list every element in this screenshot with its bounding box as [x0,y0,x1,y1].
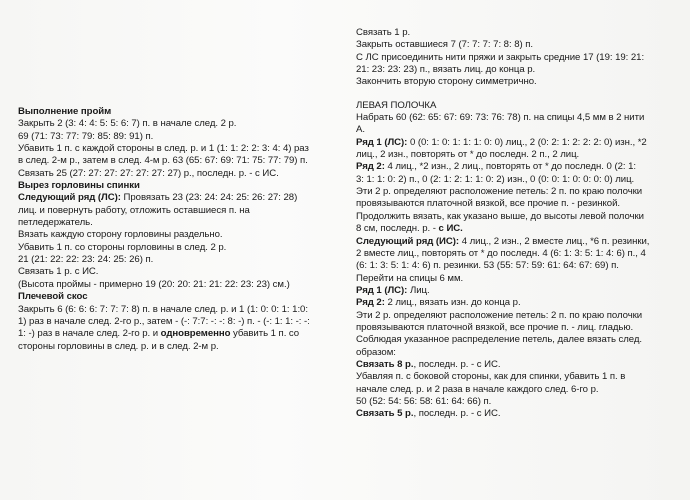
row-text: 4 лиц., 2 изн., 2 вместе лиц., *6 п. резинки, [459,235,650,247]
shoulder-heading: Плечевой скос [18,291,88,303]
text-line: 21 (21: 22: 22: 23: 24: 25: 26) п. [18,254,154,266]
text-line: Продолжить вязать, как указано выше, до высоты левой полочки [356,210,644,222]
knit5-line [356,408,678,420]
armhole-heading: Выполнение пройм [18,106,112,117]
text-line: 50 (52: 54: 56: 58: 61: 64: 66) п. [356,395,492,407]
text-line: (6: 1: 3: 5: 1: 4: 6) п. резинки. 53 (55: 57: 59: 61: 64: 67: 69) п. [356,260,619,272]
text-line: Убавить 1 п. с каждой стороны в след. р. и 1 (1: 1: 2: 2: 3: 4: 4) раз [18,143,309,155]
text-line: Закрыть 6 (6: 6: 6: 7: 7: 7: 8) п. в начале след. р. и 1 (1: 0: 0: 1: 1:0: [18,303,308,315]
row1b-line [356,285,678,297]
text-line: Эти 2 р. определяют расположение петель: 2 п. по краю полочки [356,309,643,321]
row-label: Ряд 1 (ЛС): [356,284,408,296]
row-text: 4 лиц., *2 изн., 2 лиц., повторять от * до последн. 0 (2: 1: [384,161,637,173]
text-line: Связать 25 (27: 27: 27: 27: 27: 27: 27) р., последн. р. - с ИС. [18,167,279,179]
ws-label: с ИС. [435,223,463,235]
text-line: петледержатель. [18,217,93,229]
row-label: Ряд 2: [356,161,385,173]
text-line: Перейти на спицы 6 мм. [356,272,464,284]
text-line: С ЛС присоединить нити пряжи и закрыть средние 17 (19: 19: 21: [356,51,645,63]
text-line: А. [356,124,365,136]
text-line: образом: [356,346,396,358]
row-text: 2 лиц., вязать изн. до конца р. [384,297,521,309]
text-line: Закрыть оставшиеся 7 (7: 7: 7: 7: 8: 8) п. [356,39,534,51]
row-label: Ряд 2: [356,297,385,309]
row-label: Ряд 1 (ЛС): [356,136,408,148]
knit-label: Связать 5 р. [356,408,414,420]
text-line: 2 вместе лиц., повторять от * до последн. 4 (6: 1: 3: 5: 1: 4: 6) п., 4 [356,247,646,259]
next-row-line [18,192,336,204]
text-line: Набрать 60 (62: 65: 67: 69: 73: 76: 78) п. на спицы 4,5 мм в 2 нити [356,112,645,124]
text-line: 69 (71: 73: 77: 79: 85: 89: 91) п. [18,130,154,142]
row-text: Лиц. [407,284,430,296]
left-column [18,106,336,353]
row2-line [356,161,678,173]
row-text: 0 (0: 1: 0: 1: 1: 1: 0: 0) лиц., 2 (0: 2: 1: 2: 2: 2: 0) изн., *2 [407,136,647,148]
text-line: Эти 2 р. определяют расположение петель: 2 п. по краю полочки [356,186,643,198]
row-text: Провязать 23 (23: 24: 24: 25: 26: 27: 28) [120,192,298,204]
text-line: Вязать каждую сторону горловины раздельно. [18,229,223,241]
knit-label: Связать 8 р. [356,358,414,370]
knit-text: , последн. р. - с ИС. [413,358,501,370]
text-line: Связать 1 р. с ИС. [18,266,99,278]
rib-ws-line [356,223,678,235]
text-line: в след. 2-м р., затем в след. 4-м р. 63 (65: 67: 69: 71: 75: 77: 79) п. [18,155,308,167]
text-line: Закрыть 2 (3: 4: 4: 5: 5: 6: 7) п. в начале след. 2 р. [18,118,237,130]
right-top-block [356,27,678,421]
simultaneously-label: одновременно [158,328,231,340]
text-line: Закончить вторую сторону симметрично. [356,76,537,88]
text-line: 3: 1: 1: 0: 2) п., 0 (2: 1: 2: 1: 1: 0: 2) изн., 0 (0: 0: 1: 0: 0: 0: 0) лиц. [356,173,635,185]
neck-heading: Вырез горловины спинки [18,180,140,192]
text-line: провязываются платочной вязкой, все прочие п. - лиц. гладью. [356,321,634,333]
text-line: провязываются платочной вязкой, все прочие п. - резинкой. [356,198,621,210]
row1-line [356,137,678,149]
text-line: лиц. и повернуть работу, отложить оставшиеся п. на [18,204,250,216]
text-line: Убавить 1 п. со стороны горловины в след. 2 р. [18,241,227,253]
text-line: Связать 1 р. [356,27,411,38]
text-line: стороны горловины в след. р. и в след. 2-м р. [18,340,219,352]
text-part: убавить 1 п. со [230,328,300,340]
text-line: лиц., 2 изн., повторять от * до последн. 2 п., 2 лиц. [356,149,580,161]
text-line: 21: 23: 23: 23) п., вязать лиц. до конца р. [356,64,536,76]
text-part: 8 см, последн. р. - [356,223,436,235]
row2b-line [356,297,678,309]
text-line: 1) раз в начале след. 2-го р., затем - (-: 7:7: -: -: 8: -) п. - (-: 1: 1: -: -: [18,315,310,327]
text-line: Соблюдая указанное распределение петель, далее вязать след. [356,334,643,346]
row-label: Следующий ряд (ИС): [356,235,460,247]
text-line: Убавляя п. с боковой стороны, как для спинки, убавить 1 п. в [356,371,626,383]
left-front-heading: ЛЕВАЯ ПОЛОЧКА [356,99,437,111]
text-line: (Высота проймы - примерно 19 (20: 20: 21: 21: 22: 23: 23) см.) [18,278,290,290]
knit8-line [356,359,678,371]
text-line: начале след. р. и 2 раза в начале каждого след. 6-го р. [356,383,599,395]
simultaneous-line [18,328,336,340]
next-row-line [356,236,678,248]
row-label: Следующий ряд (ЛС): [18,192,121,204]
text-part: 1: -) раз в начале след. 2-го р. и [18,328,159,340]
knit-text: , последн. р. - с ИС. [413,408,501,420]
